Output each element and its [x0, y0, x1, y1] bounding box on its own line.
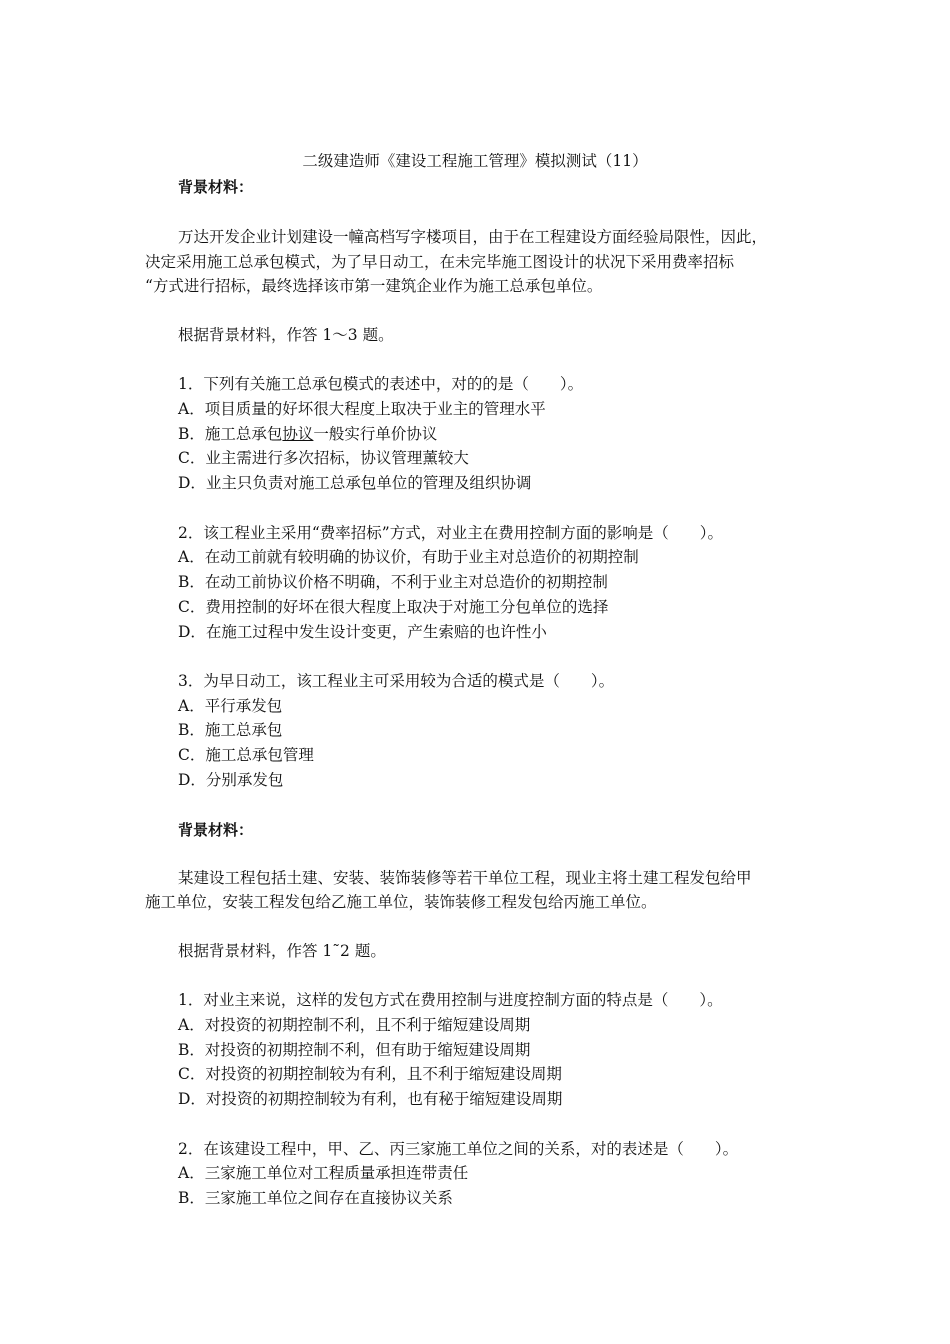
s1-q3-option-c: C．施工总承包管理 — [178, 746, 314, 764]
s1-q3-option-d: D．分别承发包 — [178, 771, 284, 789]
section1-para-line-3: “方式进行招标，最终选择该市第一建筑企业作为施工总承包单位。 — [145, 277, 603, 295]
s2-q2-option-b: B．三家施工单位之间存在直接协议关系 — [178, 1189, 453, 1207]
s1-q1-stem: 1．下列有关施工总承包模式的表述中，对的的是（ ）。 — [178, 375, 584, 393]
s1-q3-option-a: A．平行承发包 — [178, 697, 283, 715]
section2-para-line-1: 某建设工程包括土建、安装、装饰装修等若干单位工程，现业主将土建工程发包给甲 — [178, 869, 752, 887]
s1-q2-option-b: B．在动工前协议价格不明确，不利于业主对总造价的初期控制 — [178, 573, 608, 591]
s1-q1-option-a: A．项目质量的好坏很大程度上取决于业主的管理水平 — [178, 400, 546, 418]
s1-q1-option-b: B．施工总承包协议一般实行单价协议 — [178, 425, 438, 443]
s2-q1-option-a: A．对投资的初期控制不利，且不利于缩短建设周期 — [178, 1016, 531, 1034]
section1-para-line-2: 决定采用施工总承包模式，为了早日动工，在未完毕施工图设计的状况下采用费率招标 — [145, 253, 735, 271]
s2-q2-option-a: A．三家施工单位对工程质量承担连带责任 — [178, 1164, 469, 1182]
s1-q3-stem: 3．为早日动工，该工程业主可采用较为合适的模式是（ ）。 — [178, 672, 615, 690]
section1-para-line-1: 万达开发企业计划建设一幢高档写字楼项目，由于在工程建设方面经验局限性，因此， — [178, 228, 768, 246]
s1-q2-option-d: D．在施工过程中发生设计变更，产生索赔的也许性小 — [178, 623, 547, 641]
s1-q2-option-c: C．费用控制的好坏在很大程度上取决于对施工分包单位的选择 — [178, 598, 609, 616]
section2-para-line-2: 施工单位，安装工程发包给乙施工单位，装饰装修工程发包给丙施工单位。 — [145, 893, 657, 911]
s2-q2-stem: 2．在该建设工程中，甲、乙、丙三家施工单位之间的关系，对的表述是（ ）。 — [178, 1140, 739, 1158]
page-title: 二级建造师《建设工程施工管理》模拟测试（11） — [302, 152, 648, 170]
s1-q1-option-d: D．业主只负责对施工总承包单位的管理及组织协调 — [178, 474, 532, 492]
section2-instruction: 根据背景材料，作答 1˜2 题。 — [178, 942, 386, 960]
s2-q1-option-d: D．对投资的初期控制较为有利，也有秘于缩短建设周期 — [178, 1090, 563, 1108]
s2-q1-option-b: B．对投资的初期控制不利，但有助于缩短建设周期 — [178, 1041, 531, 1059]
s1-q3-option-b: B．施工总承包 — [178, 721, 283, 739]
s1-q2-stem: 2．该工程业主采用“费率招标”方式，对业主在费用控制方面的影响是（ ）。 — [178, 524, 723, 542]
section1-heading: 背景材料： — [178, 178, 254, 196]
section1-instruction: 根据背景材料，作答 1～3 题。 — [178, 326, 394, 344]
section2-heading: 背景材料： — [178, 821, 254, 839]
s1-q2-option-a: A．在动工前就有较明确的协议价，有助于业主对总造价的初期控制 — [178, 548, 639, 566]
s1-q1-option-c: C．业主需进行多次招标，协议管理薰较大 — [178, 449, 469, 467]
s2-q1-stem: 1．对业主来说，这样的发包方式在费用控制与进度控制方面的特点是（ ）。 — [178, 991, 723, 1009]
s2-q1-option-c: C．对投资的初期控制较为有利，且不利于缩短建设周期 — [178, 1065, 562, 1083]
